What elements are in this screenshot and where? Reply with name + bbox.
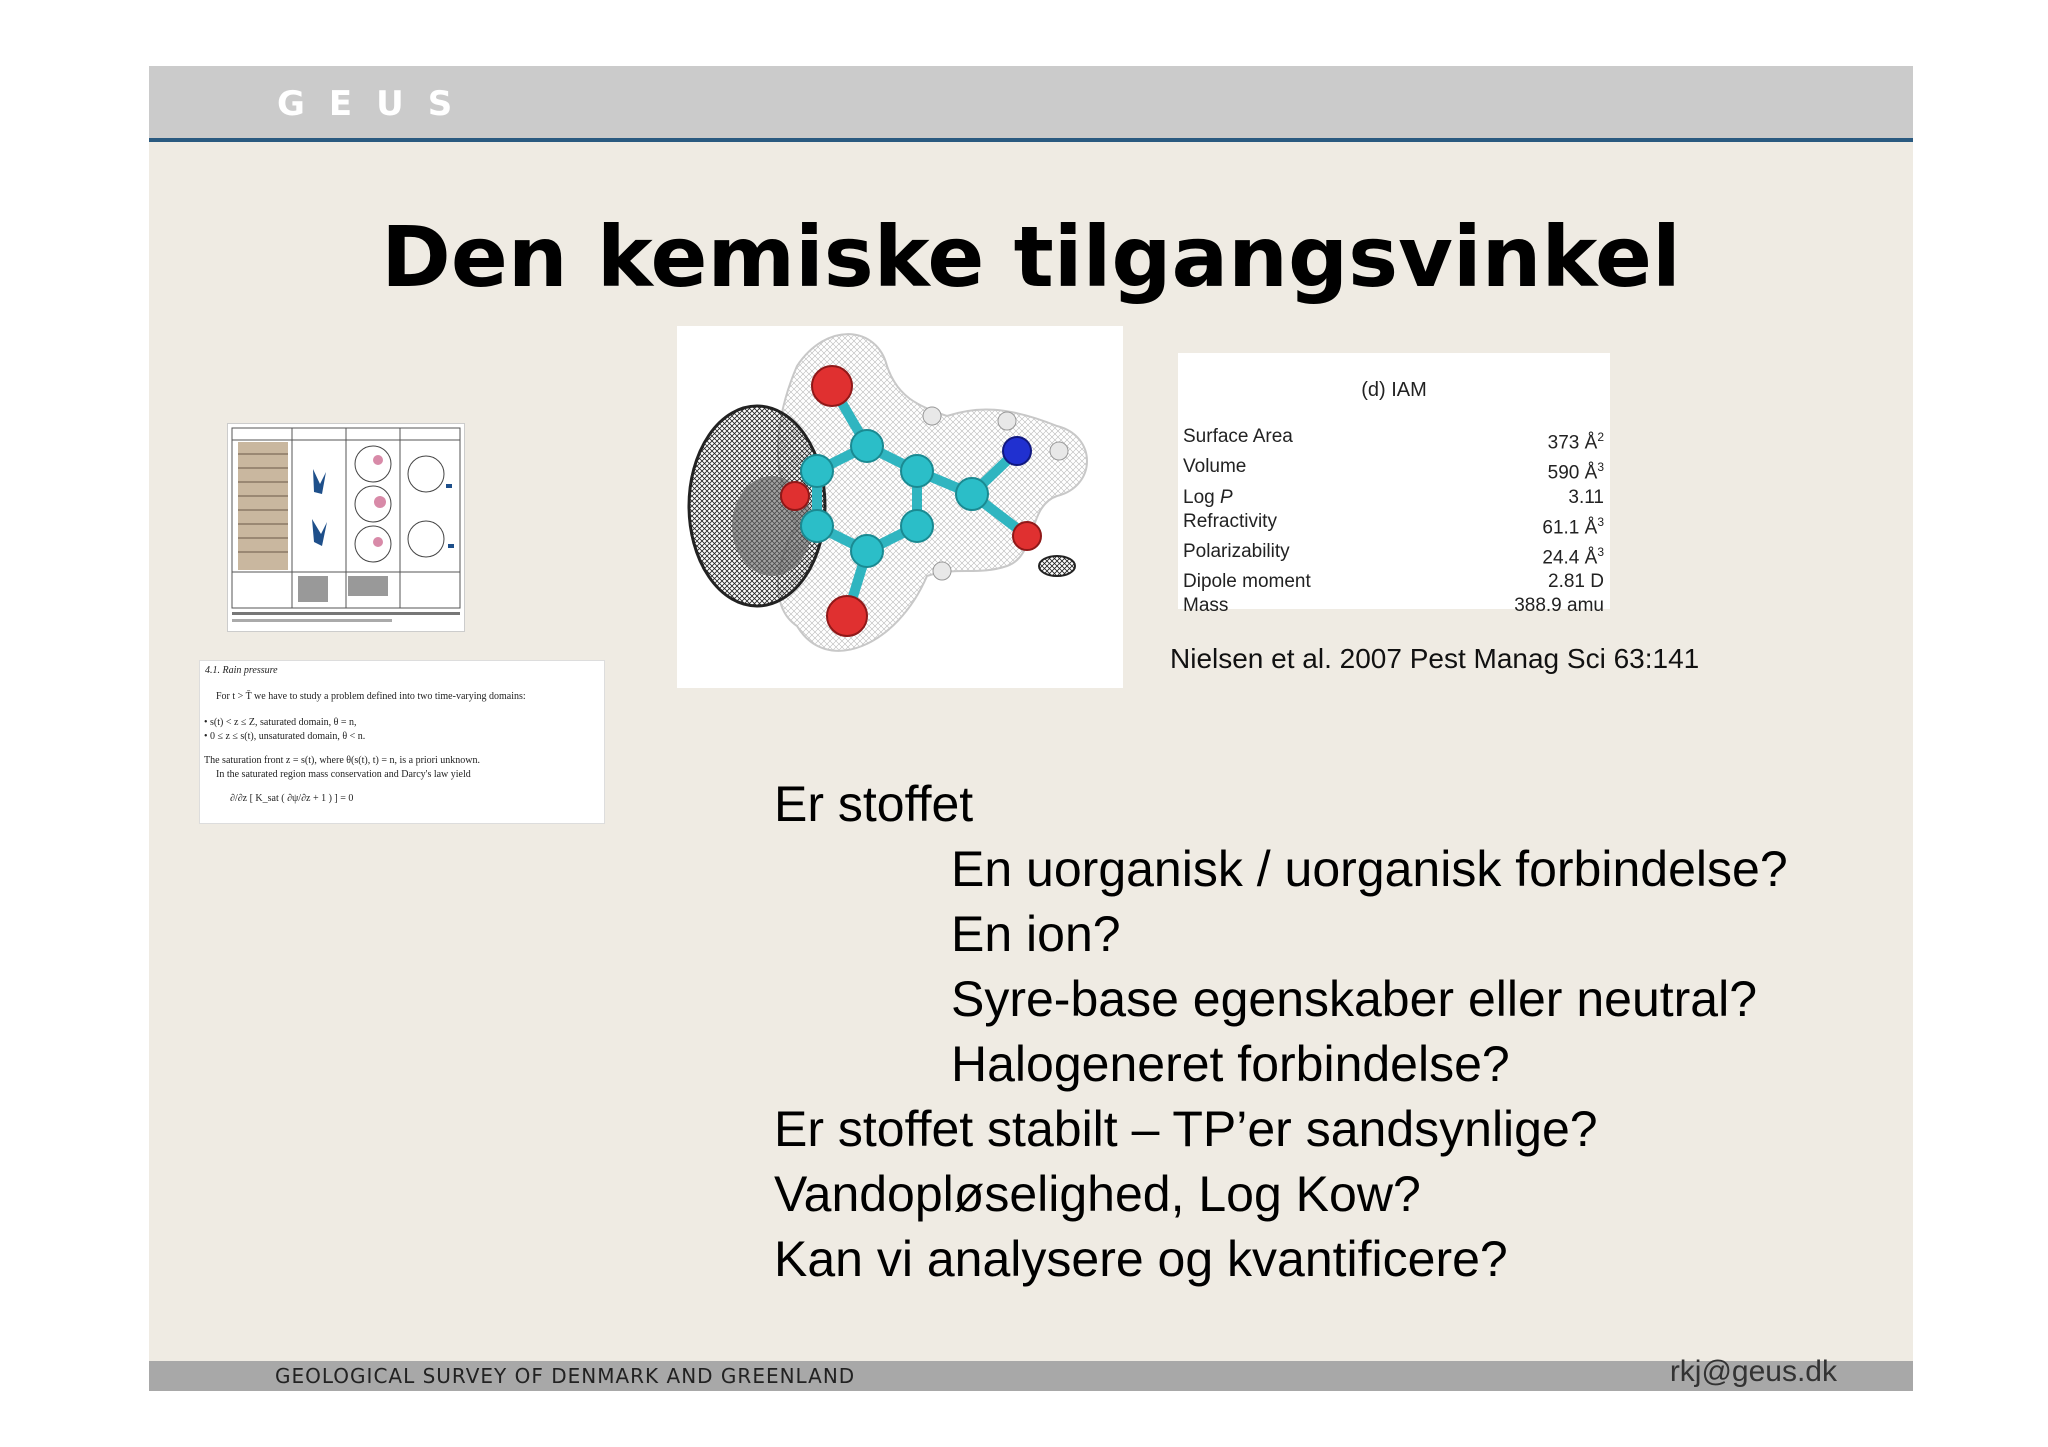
excerpt-line: In the saturated region mass conservation and Darcy's law yield xyxy=(216,769,471,780)
iam-property-label: Volume xyxy=(1183,456,1247,478)
iam-property-value: 388.9 amu xyxy=(1514,595,1604,617)
slide-title: Den kemiske tilgangsvinkel xyxy=(381,208,1681,306)
iam-table-row xyxy=(1183,486,1604,510)
iam-property-value: 24.4 $Å^3$ xyxy=(1542,544,1604,569)
iam-table-row xyxy=(1183,594,1604,618)
iam-property-label: Dipole moment xyxy=(1183,571,1311,593)
rain-pressure-text-thumbnail xyxy=(199,660,605,824)
iam-table-row xyxy=(1183,570,1604,594)
bullet-item: Er stoffet stabilt – TP’er sandsynlige? xyxy=(774,1101,1598,1157)
bullet-item: Er stoffet xyxy=(774,776,974,832)
iam-property-label: Mass xyxy=(1183,595,1229,617)
iam-property-value: 373 $Å^2$ xyxy=(1547,430,1604,454)
header-bar xyxy=(149,66,1913,142)
iam-table-rows xyxy=(1183,425,1604,618)
geus-logo: GEUS xyxy=(277,84,477,124)
lithology-figure-thumbnail xyxy=(227,423,465,632)
iam-table-heading: (d) IAM xyxy=(1361,379,1427,401)
excerpt-equation: ∂/∂z [ K_sat ( ∂ψ/∂z + 1 ) ] = 0 xyxy=(230,793,354,804)
bullet-subitem: En ion? xyxy=(951,906,1121,962)
iam-property-value: 590 $Å^3$ xyxy=(1547,460,1604,484)
footer-email: rkj@geus.dk xyxy=(1669,1355,1837,1388)
bullet-subitem: Halogeneret forbindelse? xyxy=(951,1036,1510,1092)
footer-bar xyxy=(149,1355,1913,1391)
iam-property-value: 2.81 D xyxy=(1548,571,1604,593)
bullet-subitem: En uorganisk / uorganisk forbindelse? xyxy=(951,841,1788,897)
iam-property-label: Refractivity xyxy=(1183,510,1277,532)
bullet-item: Kan vi analysere og kvantificere? xyxy=(774,1231,1508,1287)
iam-table-row xyxy=(1183,455,1604,485)
excerpt-heading: 4.1. Rain pressure xyxy=(205,665,278,676)
iam-property-label: Log P xyxy=(1183,486,1233,508)
excerpt-line: For t > T̄ we have to study a problem defined into two time-varying domains: xyxy=(216,691,526,702)
iam-property-value: 3.11 xyxy=(1568,486,1604,508)
excerpt-bullet: • s(t) < z ≤ Z, saturated domain, θ = n, xyxy=(204,717,357,728)
bullet-list xyxy=(774,772,1788,1292)
iam-property-value: 61.1 $Å^3$ xyxy=(1542,514,1604,538)
iam-table-row xyxy=(1183,510,1604,540)
iam-properties-table xyxy=(1178,353,1610,617)
iam-table-row xyxy=(1183,425,1604,455)
bullet-subitem: Syre-base egenskaber eller neutral? xyxy=(951,971,1758,1027)
iam-property-label: Polarizability xyxy=(1183,540,1290,562)
molecule-3d-image xyxy=(677,326,1123,688)
iam-table-row xyxy=(1183,540,1604,570)
excerpt-line: The saturation front z = s(t), where θ(s(t), t) = n, is a priori unknown. xyxy=(204,755,481,766)
footer-organization: GEOLOGICAL SURVEY OF DENMARK AND GREENLAND xyxy=(275,1364,856,1388)
bullet-item: Vandopløselighed, Log Kow? xyxy=(774,1166,1421,1222)
excerpt-bullet: • 0 ≤ z ≤ s(t), unsaturated domain, θ < n. xyxy=(204,731,366,742)
iam-property-label: Surface Area xyxy=(1183,426,1293,447)
slide xyxy=(149,66,1913,1391)
citation: Nielsen et al. 2007 Pest Manag Sci 63:141 xyxy=(1170,643,1700,674)
